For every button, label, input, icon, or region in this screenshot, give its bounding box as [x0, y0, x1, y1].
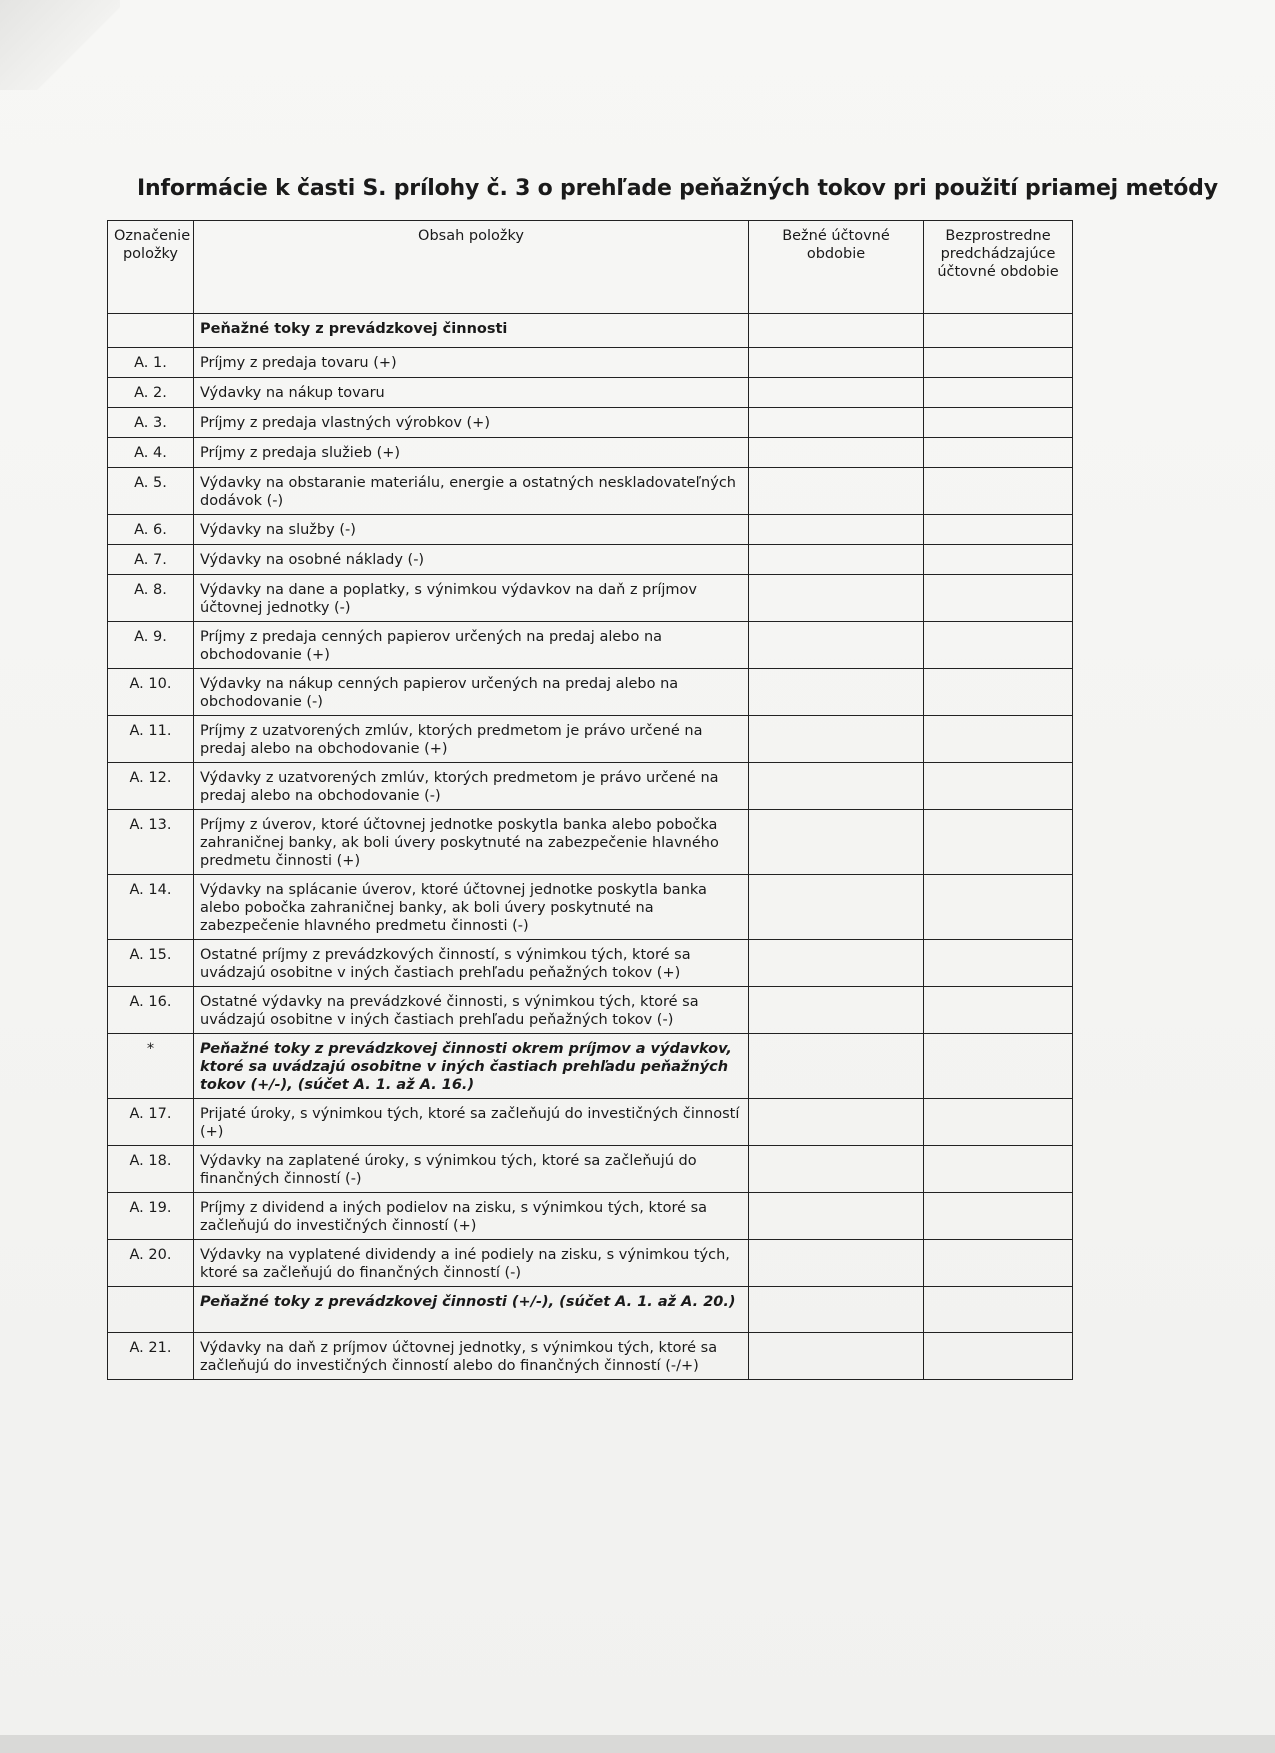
current-period-value-cell[interactable]: [749, 575, 924, 622]
previous-period-value-cell[interactable]: [924, 716, 1073, 763]
table-row: [108, 763, 1073, 810]
row-description: Príjmy z predaja cenných papierov určených na predaj alebo na obchodovanie (+): [194, 622, 749, 669]
current-period-value-cell[interactable]: [749, 875, 924, 940]
row-description: Výdavky na daň z príjmov účtovnej jednotky, s výnimkou tých, ktoré sa začleňujú do investičných činností alebo do finančných činností (-/+): [194, 1333, 749, 1380]
row-code: A. 11.: [108, 716, 194, 763]
table-row: [108, 669, 1073, 716]
row-description: Príjmy z predaja služieb (+): [194, 438, 749, 468]
previous-period-value-cell[interactable]: [924, 987, 1073, 1034]
current-period-value-cell[interactable]: [749, 438, 924, 468]
row-code: A. 14.: [108, 875, 194, 940]
previous-period-value-cell[interactable]: [924, 875, 1073, 940]
current-period-value-cell[interactable]: [749, 622, 924, 669]
header-previous-period: Bezprostredne predchádzajúce účtovné obdobie: [924, 221, 1073, 314]
row-code: A. 20.: [108, 1240, 194, 1287]
row-description: Výdavky na osobné náklady (-): [194, 545, 749, 575]
table-row: [108, 468, 1073, 515]
row-description: Peňažné toky z prevádzkovej činnosti (+/-), (súčet A. 1. až A. 20.): [194, 1287, 749, 1333]
current-period-value-cell[interactable]: [749, 940, 924, 987]
previous-period-value-cell[interactable]: [924, 545, 1073, 575]
table-row: [108, 438, 1073, 468]
row-description: Príjmy z predaja vlastných výrobkov (+): [194, 408, 749, 438]
table-row: [108, 875, 1073, 940]
current-period-value-cell[interactable]: [749, 669, 924, 716]
row-code: A. 4.: [108, 438, 194, 468]
row-code: A. 2.: [108, 378, 194, 408]
current-period-value-cell[interactable]: [749, 1099, 924, 1146]
row-code: A. 6.: [108, 515, 194, 545]
row-code: *: [108, 1034, 194, 1099]
table-row: [108, 987, 1073, 1034]
previous-period-value-cell[interactable]: [924, 515, 1073, 545]
row-description: Výdavky na obstaranie materiálu, energie a ostatných neskladovateľných dodávok (-): [194, 468, 749, 515]
row-code: A. 16.: [108, 987, 194, 1034]
page-title: Informácie k časti S. prílohy č. 3 o prehľade peňažných tokov pri použití priamej metódy: [137, 176, 1218, 201]
previous-period-value-cell[interactable]: [924, 1287, 1073, 1333]
current-period-value-cell[interactable]: [749, 1193, 924, 1240]
row-description: Výdavky na nákup cenných papierov určených na predaj alebo na obchodovanie (-): [194, 669, 749, 716]
scan-bottom-edge: [0, 1735, 1275, 1753]
table-row: [108, 1099, 1073, 1146]
current-period-value-cell[interactable]: [749, 468, 924, 515]
row-description: Príjmy z predaja tovaru (+): [194, 348, 749, 378]
row-code: A. 13.: [108, 810, 194, 875]
current-period-value-cell[interactable]: [749, 408, 924, 438]
row-code: A. 18.: [108, 1146, 194, 1193]
row-description: Peňažné toky z prevádzkovej činnosti: [194, 314, 749, 348]
row-description: Výdavky na nákup tovaru: [194, 378, 749, 408]
current-period-value-cell[interactable]: [749, 1146, 924, 1193]
table-header-row: [108, 221, 1073, 314]
current-period-value-cell[interactable]: [749, 987, 924, 1034]
previous-period-value-cell[interactable]: [924, 468, 1073, 515]
row-code: A. 8.: [108, 575, 194, 622]
row-description: Peňažné toky z prevádzkovej činnosti okrem príjmov a výdavkov, ktoré sa uvádzajú osobitne v iných častiach prehľadu peňažných tokov (+/-), (súčet A. 1. až A. 16.): [194, 1034, 749, 1099]
previous-period-value-cell[interactable]: [924, 408, 1073, 438]
table-row: [108, 1333, 1073, 1380]
row-code: A. 10.: [108, 669, 194, 716]
row-description: Výdavky na splácanie úverov, ktoré účtovnej jednotke poskytla banka alebo pobočka zahraničnej banky, ak boli úvery poskytnuté na zabezpečenie hlavného predmetu činnosti (-): [194, 875, 749, 940]
table-row: [108, 348, 1073, 378]
current-period-value-cell[interactable]: [749, 515, 924, 545]
current-period-value-cell[interactable]: [749, 378, 924, 408]
previous-period-value-cell[interactable]: [924, 1146, 1073, 1193]
row-description: Príjmy z dividend a iných podielov na zisku, s výnimkou tých, ktoré sa začleňujú do investičných činností (+): [194, 1193, 749, 1240]
table-row: [108, 575, 1073, 622]
current-period-value-cell[interactable]: [749, 1034, 924, 1099]
current-period-value-cell[interactable]: [749, 545, 924, 575]
current-period-value-cell[interactable]: [749, 1333, 924, 1380]
previous-period-value-cell[interactable]: [924, 810, 1073, 875]
previous-period-value-cell[interactable]: [924, 575, 1073, 622]
table-row: [108, 515, 1073, 545]
row-code: A. 15.: [108, 940, 194, 987]
row-code: A. 7.: [108, 545, 194, 575]
current-period-value-cell[interactable]: [749, 1240, 924, 1287]
row-description: Ostatné príjmy z prevádzkových činností, s výnimkou tých, ktoré sa uvádzajú osobitne v iných častiach prehľadu peňažných tokov (+): [194, 940, 749, 987]
row-description: Príjmy z úverov, ktoré účtovnej jednotke poskytla banka alebo pobočka zahraničnej banky, ak boli úvery poskytnuté na zabezpečenie hlavného predmetu činnosti (+): [194, 810, 749, 875]
previous-period-value-cell[interactable]: [924, 1333, 1073, 1380]
current-period-value-cell[interactable]: [749, 348, 924, 378]
previous-period-value-cell[interactable]: [924, 1240, 1073, 1287]
table-row: [108, 408, 1073, 438]
header-desc: Obsah položky: [194, 221, 749, 314]
previous-period-value-cell[interactable]: [924, 438, 1073, 468]
row-description: Ostatné výdavky na prevádzkové činnosti, s výnimkou tých, ktoré sa uvádzajú osobitne v iných častiach prehľadu peňažných tokov (-): [194, 987, 749, 1034]
table-row: [108, 1193, 1073, 1240]
previous-period-value-cell[interactable]: [924, 378, 1073, 408]
table-row: [108, 622, 1073, 669]
row-description: Príjmy z uzatvorených zmlúv, ktorých predmetom je právo určené na predaj alebo na obchodovanie (+): [194, 716, 749, 763]
header-current-period: Bežné účtovné obdobie: [749, 221, 924, 314]
previous-period-value-cell[interactable]: [924, 348, 1073, 378]
row-description: Výdavky na vyplatené dividendy a iné podiely na zisku, s výnimkou tých, ktoré sa začleňujú do finančných činností (-): [194, 1240, 749, 1287]
previous-period-value-cell[interactable]: [924, 1099, 1073, 1146]
row-description: Výdavky na služby (-): [194, 515, 749, 545]
table-row: [108, 545, 1073, 575]
row-code: A. 9.: [108, 622, 194, 669]
table-row: [108, 1146, 1073, 1193]
table-row: [108, 378, 1073, 408]
row-code: A. 5.: [108, 468, 194, 515]
table-body: [108, 314, 1073, 1380]
current-period-value-cell[interactable]: [749, 314, 924, 348]
previous-period-value-cell[interactable]: [924, 314, 1073, 348]
table-row: [108, 716, 1073, 763]
previous-period-value-cell[interactable]: [924, 940, 1073, 987]
table-row: [108, 810, 1073, 875]
row-code: [108, 1287, 194, 1333]
table-row: [108, 314, 1073, 348]
header-code: Označenie položky: [108, 221, 194, 314]
table-row: [108, 1240, 1073, 1287]
previous-period-value-cell[interactable]: [924, 622, 1073, 669]
previous-period-value-cell[interactable]: [924, 1193, 1073, 1240]
row-code: A. 1.: [108, 348, 194, 378]
cash-flow-table: [107, 220, 1073, 1380]
row-code: A. 17.: [108, 1099, 194, 1146]
row-description: Prijaté úroky, s výnimkou tých, ktoré sa začleňujú do investičných činností (+): [194, 1099, 749, 1146]
row-code: [108, 314, 194, 348]
row-description: Výdavky na dane a poplatky, s výnimkou výdavkov na daň z príjmov účtovnej jednotky (-): [194, 575, 749, 622]
current-period-value-cell[interactable]: [749, 1287, 924, 1333]
current-period-value-cell[interactable]: [749, 763, 924, 810]
current-period-value-cell[interactable]: [749, 716, 924, 763]
row-code: A. 3.: [108, 408, 194, 438]
row-code: A. 19.: [108, 1193, 194, 1240]
previous-period-value-cell[interactable]: [924, 1034, 1073, 1099]
current-period-value-cell[interactable]: [749, 810, 924, 875]
row-code: A. 21.: [108, 1333, 194, 1380]
table-row: [108, 940, 1073, 987]
page-fold-shadow: [0, 0, 120, 90]
table-row: [108, 1287, 1073, 1333]
previous-period-value-cell[interactable]: [924, 669, 1073, 716]
previous-period-value-cell[interactable]: [924, 763, 1073, 810]
row-description: Výdavky z uzatvorených zmlúv, ktorých predmetom je právo určené na predaj alebo na obchodovanie (-): [194, 763, 749, 810]
row-code: A. 12.: [108, 763, 194, 810]
row-description: Výdavky na zaplatené úroky, s výnimkou tých, ktoré sa začleňujú do finančných činností (-): [194, 1146, 749, 1193]
table-row: [108, 1034, 1073, 1099]
